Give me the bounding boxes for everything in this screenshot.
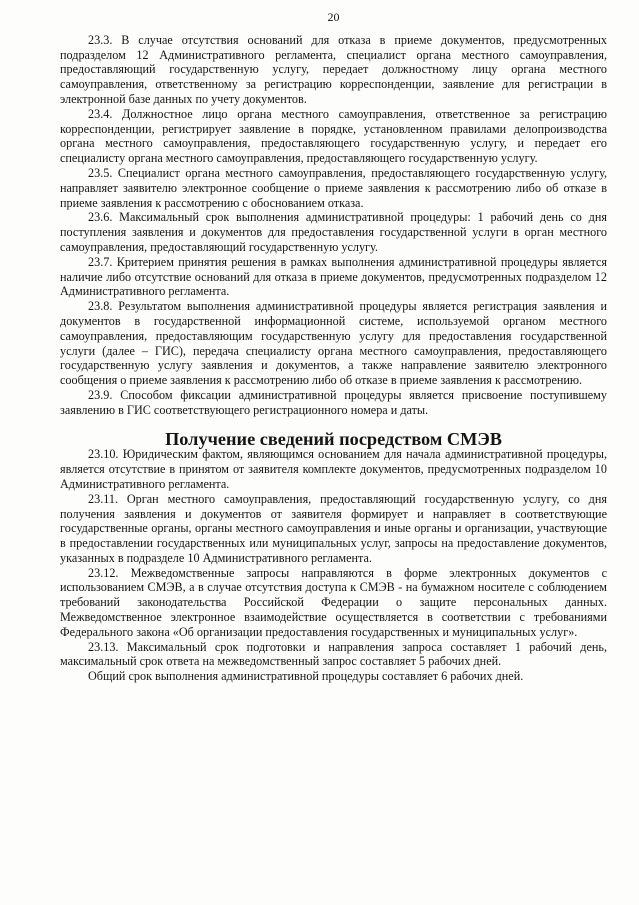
- section-title: Получение сведений посредством СМЭВ: [165, 428, 502, 449]
- paragraph-23-4: 23.4. Должностное лицо органа местного самоуправления, ответственное за регистрацию корреспонденции, регистрирует заявление в порядке, установленном правилами делопроизводства органа местного самоуправления, предоставляющего государственную услугу, и передает его специалисту органа местного самоуправления, предоставляющего государственную услугу.: [60, 106, 607, 166]
- page-number: 20: [327, 10, 340, 24]
- paragraph-23-11: 23.11. Орган местного самоуправления, предоставляющий государственную услугу, со дня получения заявления и документов от заявителя формирует и направляет в соответствующие государственные органы, органы местного самоуправления и иные органы и организации, участвующие в предоставлении государственных или муниципальных услуг, запросы на предоставление документов, указанных в подразделе 10 Административного регламента.: [60, 491, 607, 565]
- paragraph-23-10: 23.10. Юридическим фактом, являющимся основанием для начала административной процедуры, является отсутствие в принятом от заявителя комплекте документов, предусмотренных подразделом 10 Административного регламента.: [60, 447, 607, 491]
- paragraph-23-7: 23.7. Критерием принятия решения в рамках выполнения административной процедуры является наличие либо отсутствие оснований для отказа в приеме документов, предусмотренных подразделом 12 Административного регламента.: [60, 254, 607, 299]
- paragraph-23-12: 23.12. Межведомственные запросы направляются в форме электронных документов с использованием СМЭВ, а в случае отсутствия доступа к СМЭВ - на бумажном носителе с соблюдением требований законодательства Российской Федерации о защите персональных данных. Межведомственное электронное взаимодействие осуществляется в соответствии с требованиями Федерального закона «Об организации предоставления государственных и муниципальных услуг».: [60, 565, 607, 639]
- paragraph-total-term: Общий срок выполнения административной процедуры составляет 6 рабочих дней.: [88, 669, 524, 684]
- paragraph-23-3: 23.3. В случае отсутствия оснований для отказа в приеме документов, предусмотренных подразделом 12 Административного регламента, специалист органа местного самоуправления, предоставляющий государственную услугу, передает должностному лицу органа местного самоуправления, ответственному за регистрацию корреспонденции, заявление для регистрации в электронной базе данных по учету документов.: [60, 32, 607, 106]
- paragraph-23-6: 23.6. Максимальный срок выполнения административной процедуры: 1 рабочий день со дня поступления заявления и документов для предоставления государственной услуги в орган местного самоуправления, предоставляющий государственную услугу.: [60, 210, 607, 254]
- paragraph-23-8: 23.8. Результатом выполнения административной процедуры является регистрация заявления и документов в государственной информационной системе, используемой органом местного самоуправления, предоставляющим государственную услугу для предоставления государственной услуги (далее – ГИС), передача специалисту органа местного самоуправления, предоставляющего государственную услугу заявления и документов, а также направление заявителю электронного сообщения о приеме заявления к рассмотрению либо об отказе в приеме заявления к рассмотрению.: [60, 299, 607, 388]
- paragraph-23-13: 23.13. Максимальный срок подготовки и направления запроса составляет 1 рабочий день, максимальный срок ответа на межведомственный запрос составляет 5 рабочих дней.: [60, 639, 607, 669]
- paragraph-23-9: 23.9. Способом фиксации административной процедуры является присвоение поступившему заявлению в ГИС соответствующего регистрационного номера и даты.: [60, 387, 607, 417]
- paragraph-23-5: 23.5. Специалист органа местного самоуправления, предоставляющего государственную услугу, направляет заявителю электронное сообщение о приеме заявления к рассмотрению либо об отказе в приеме заявления к рассмотрению с обоснованием отказа.: [60, 165, 607, 210]
